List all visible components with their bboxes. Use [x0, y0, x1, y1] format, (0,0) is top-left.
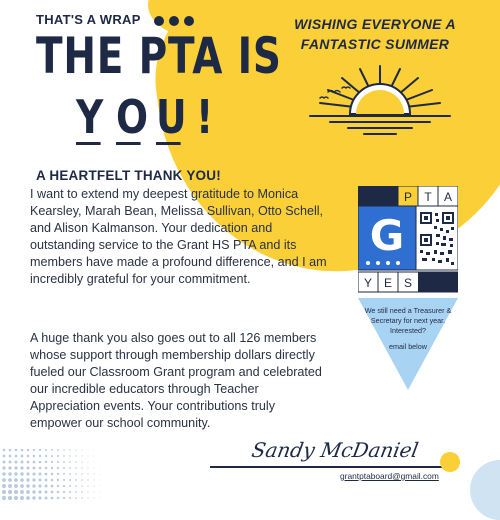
title-letter-y: Y [76, 90, 104, 144]
crossword-letter-y: Y [363, 276, 373, 290]
title-letter-u: U [156, 90, 187, 144]
dots-decoration [154, 16, 194, 26]
signature: Sandy McDaniel [249, 438, 421, 462]
yellow-circle-decoration [440, 452, 460, 472]
crossword-card [358, 186, 458, 296]
summer-banner-line1: WISHING EVERYONE A [294, 16, 456, 32]
pennant-message: We still need a Treasurer & Secretary for next year. Interested? [364, 306, 452, 335]
thank-you-paragraph-1: I want to extend my deepest gratitude to Monica Kearsley, Marah Bean, Melissa Sullivan, Otto Schell, and Alison Kalmanson. Your dedication and outstanding service to the Grant HS PTA and its members have made a profound difference, and I am incredibly grateful for your commitment. [30, 187, 327, 286]
crossword-letter-p: P [403, 190, 413, 204]
thank-you-paragraph-2: A huge thank you also goes out to all 126 members whose support through membership dollars directly fueled our Classroom Grant program and celebrated our incredible educators through Teacher Appreciation events. Your contributions truly empower our school community. [30, 331, 322, 430]
summer-banner-line2: FANTASTIC SUMMER [300, 36, 450, 52]
dot-icon [154, 16, 164, 26]
sunset-icon [290, 58, 470, 138]
summer-banner [270, 14, 480, 54]
title-exclamation: ! [196, 90, 214, 144]
school-logo-letter: G [369, 211, 405, 260]
thank-you-heading: A HEARTFELT THANK YOU! [36, 168, 221, 183]
signature-line [210, 466, 446, 468]
crossword-letter-s: S [403, 276, 413, 290]
dot-icon [169, 16, 179, 26]
crossword-letter-t: T [424, 190, 432, 204]
pennant-email-note: email below [389, 342, 427, 351]
halftone-decoration [0, 446, 110, 500]
title-letter-o: O [116, 90, 149, 144]
crossword-letter-e: E [383, 276, 393, 290]
main-title-line2 [76, 92, 214, 145]
wrap-label: THAT'S A WRAP [36, 12, 141, 27]
dot-icon [184, 16, 194, 26]
main-title-line1: THE PTA IS [36, 27, 282, 85]
crossword-letter-a: A [443, 190, 453, 204]
contact-email-link[interactable]: grantptaboard@gmail.com [340, 471, 439, 481]
blue-blob-decoration [470, 460, 500, 520]
